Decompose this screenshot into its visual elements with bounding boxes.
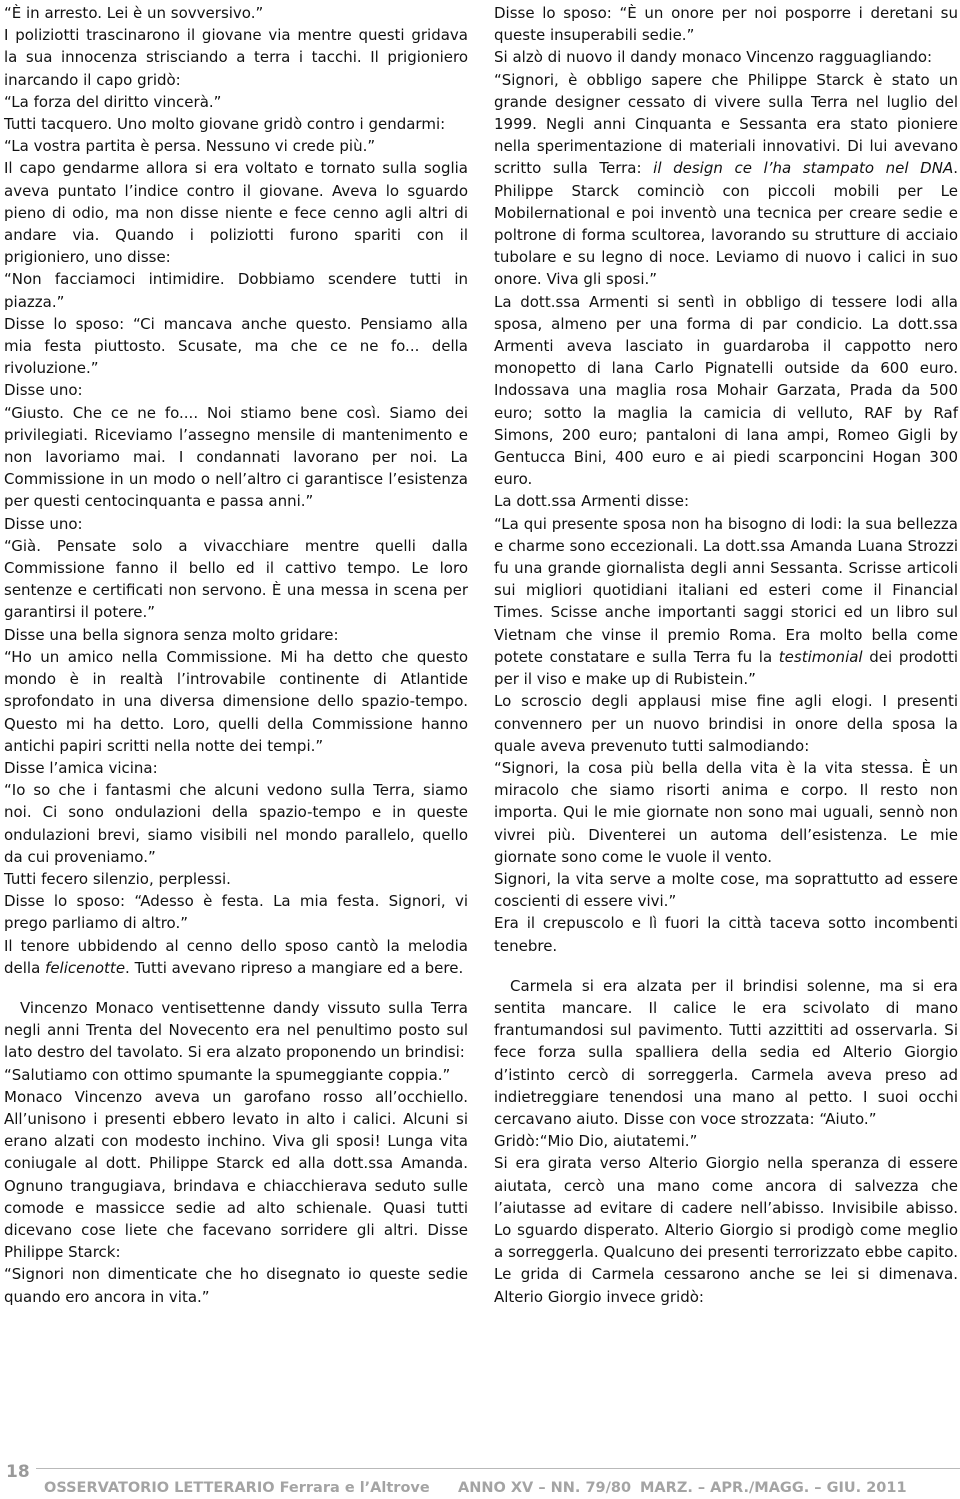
paragraph xyxy=(494,69,958,291)
paragraph: Si era girata verso Alterio Giorgio nella speranza di essere aiutata, cercò una mano come ancora di salvezza che l’aiutasse ad evitare di cadere nell’abisso. Invisibile abisso. Lo sguardo disperato. Alterio Giorgio si prodigò come meglio a sorreggerla. Qualcuno dei presenti terrorizzato ebbe capito. Le grida di Carmela cessarono anche se lei si dimenava. Alterio Giorgio invece gridò: xyxy=(494,1154,958,1306)
paragraph: Disse una bella signora senza molto gridare: xyxy=(4,625,339,644)
paragraph: “Signori non dimenticate che ho disegnato io queste sedie quando ero ancora in vita.” xyxy=(4,1265,468,1306)
paragraph: Disse uno: xyxy=(4,514,83,533)
right-column xyxy=(494,2,958,1308)
paragraph: Gridò:“Mio Dio, aiutatemi.” xyxy=(494,1132,698,1151)
paragraph: Era il crepuscolo e lì fuori la città taceva sotto incombenti tenebre. xyxy=(494,914,958,955)
paragraph: “La vostra partita è persa. Nessuno vi crede più.” xyxy=(4,137,376,156)
paragraph: Disse l’amica vicina: xyxy=(4,758,158,777)
paragraph: “Non facciamoci intimidire. Dobbiamo scendere tutti in piazza.” xyxy=(4,270,468,311)
paragraph: Vincenzo Monaco ventisettenne dandy vissuto sulla Terra negli anni Trenta del Novecento era nel penultimo posto sul lato destro del tavolato. Si era alzato proponendo un brindisi: xyxy=(4,998,468,1062)
paragraph: Disse lo sposo: “Ci mancava anche questo. Pensiamo alla mia festa piuttosto. Scusate, ma che ce ne fo... della rivoluzione.” xyxy=(4,314,468,378)
paragraph-gap xyxy=(494,957,958,975)
text-run: . Philippe Starck cominciò con piccoli mobili per Le Mobilernational e poi inventò una tecnica per creare sedie e poltrone di forma scultorea, lavorando su strutture di acciaio tubolare e su legno di noce. Leviamo di nuovo i calici in suo onore. Viva gli sposi.” xyxy=(494,159,958,289)
paragraph: “Giusto. Che ce ne fo.... Noi stiamo bene così. Siamo dei privilegiati. Riceviamo l’assegno mensile di mantenimento e non lavoriamo mai. I condannati lavorano per noi. La Commissione in un modo o nell’altro ci garantisce l’esistenza per questi centocinquanta e passa anni.” xyxy=(4,403,468,511)
paragraph: “Signori, la cosa più bella della vita è la vita stessa. È un miracolo che siamo risorti anima e corpo. Il resto non importa. Qui le mie giornate non sono mai uguali, sennò non vivrei più. Diventerei un automa dell’esistenza. Le mie giornate sono come le vuole il vento. xyxy=(494,758,958,866)
paragraph: Il capo gendarme allora si era voltato e tornato sulla soglia aveva puntato l’indice contro il giovane. Aveva lo sguardo pieno di odio, ma non disse niente e fece cenno agli altri di andare via. Quando i poliziotti furono spariti con il prigioniero, uno disse: xyxy=(4,159,468,267)
paragraph xyxy=(4,935,468,979)
text-run: Il tenore ubbidendo al cenno dello sposo cantò la melodia della xyxy=(4,936,468,977)
issue-period: MARZ. – APR./MAGG. – GIU. 2011 xyxy=(640,1480,907,1496)
paragraph: I poliziotti trascinarono il giovane via mentre questi gridava la sua innocenza strisciando a terra i tacchi. Il prigioniero inarcando il capo gridò: xyxy=(4,26,468,89)
text-run: dei prodotti per il viso e make up di Rubistein.” xyxy=(494,647,958,689)
paragraph: “È in arresto. Lei è un sovversivo.” xyxy=(4,4,264,22)
text-run: “La qui presente sposa non ha bisogno di lodi: la sua bellezza e charme sono eccezionali. La dott.ssa Amanda Luana Strozzi fu una grande giornalista degli anni Sessanta. Scrisse articoli sui migliori quotidiani italiani ed esteri come il Financial Times. Scisse anche importanti saggi storici ed un libro sul Vietnam che vinse il premio Roma. Era molto bella come potete constatare e sulla Terra fu la xyxy=(494,514,958,666)
italic-text: il design ce l’ha stampato nel DNA xyxy=(653,159,954,178)
paragraph: La dott.ssa Armenti si sentì in obbligo di tessere lodi alla sposa, almeno per una forma di par condicio. La dott.ssa Armenti aveva lasciato in guardaroba il cappotto nero monopetto di lana Carlo Pignatelli outside da 600 euro. Indossava una maglia rosa Mohair Garzata, Prada da 500 euro; sotto la maglia la camicia di velluto, RAF by Raf Simons, 200 euro; pantaloni di lana ampi, Romeo Gigli by Gentucca Bini, 400 euro e ai piedi scarponcini Hogan 300 euro. xyxy=(494,292,958,489)
italic-text: testimonial xyxy=(778,647,863,666)
footer-divider xyxy=(36,1468,960,1469)
left-column xyxy=(4,2,468,1308)
paragraph-gap xyxy=(4,979,468,997)
paragraph: Signori, la vita serve a molte cose, ma soprattutto ad essere coscienti di essere vivi.” xyxy=(494,869,958,911)
paragraph: “La forza del diritto vincerà.” xyxy=(4,92,222,111)
paragraph: Carmela si era alzata per il brindisi solenne, ma si era sentita mancare. Il calice le era scivolato di mano frantumandosi sul pavimento. Tutti azzittiti ad osservarla. Si fece forza sulla spalliera della sedia ed Alterio Giorgio d’istinto cercò di sorreggerla. Carmela aveva preso ad indietreggiare tenendosi una mano al petto. I suoi occhi cercavano aiuto. Disse con voce strozzata: “Aiuto.” xyxy=(494,976,958,1128)
paragraph: Monaco Vincenzo aveva un garofano rosso all’occhiello. All’unisono i presenti ebbero levato in alto i calici. Alcuni si erano alzati con modesto inchino. Viva gli sposi! Lunga vita coniugale al dott. Philippe Starck ed alla dott.ssa Amanda. Ognuno trangugiava, brindava e chiacchierava seduto sulle comode e massicce sedie ad alto schienale. Quasi tutti dicevano cose liete che facevano sorridere gli altri. Disse Philippe Starck: xyxy=(4,1087,468,1262)
page-footer xyxy=(0,1462,960,1498)
text-run: . Tutti avevano ripreso a mangiare ed a bere. xyxy=(125,958,464,977)
paragraph: Disse uno: xyxy=(4,381,83,400)
paragraph: Tutti tacquero. Uno molto giovane gridò contro i gendarmi: xyxy=(4,115,446,134)
paragraph: La dott.ssa Armenti disse: xyxy=(494,492,690,511)
paragraph: Si alzò di nuovo il dandy monaco Vincenzo ragguagliando: xyxy=(494,48,933,67)
issue-number: ANNO XV – NN. 79/80 xyxy=(458,1480,632,1496)
page-number: 18 xyxy=(6,1462,30,1482)
paragraph: Disse lo sposo: “Adesso è festa. La mia festa. Signori, vi prego parliamo di altro.” xyxy=(4,892,468,933)
paragraph xyxy=(494,513,958,691)
paragraph: “Ho un amico nella Commissione. Mi ha detto che questo mondo è in realtà l’introvabile continente di Atlantide sprofondato in una diversa dimensione dello spazio-tempo. Questo mi ha detto. Loro, quelli della Commissione hanno antichi papiri scritti nella notte dei tempi.” xyxy=(4,647,468,755)
paragraph: Lo scroscio degli applausi mise fine agli elogi. I presenti convennero per un nuovo brindisi in onore della sposa la quale aveva prevenuto tutti salmodiando: xyxy=(494,692,958,755)
paragraph: “Io so che i fantasmi che alcuni vedono sulla Terra, siamo noi. Ci sono ondulazioni della spazio-tempo e in queste ondulazioni brevi, siamo visibili nel mondo parallelo, quello da cui proveniamo.” xyxy=(4,781,468,866)
paragraph: Disse lo sposo: “È un onore per noi posporre i deretani su queste insuperabili sedie.” xyxy=(494,4,958,45)
paragraph: Tutti fecero silenzio, perplessi. xyxy=(4,869,231,888)
paragraph: “Salutiamo con ottimo spumante la spumeggiante coppia.” xyxy=(4,1065,451,1084)
paragraph: “Già. Pensate solo a vivacchiare mentre quelli dalla Commissione fanno il bello ed il cattivo tempo. Le loro sentenze e certificati non servono. È una messa in scena per garantirsi il potere.” xyxy=(4,536,468,622)
italic-text: felicenotte xyxy=(45,958,126,977)
magazine-title: OSSERVATORIO LETTERARIO Ferrara e l’Altrove xyxy=(44,1480,430,1496)
text-run: “Signori, è obbligo sapere che Philippe Starck è stato un grande designer cessato di vivere sulla Terra nel luglio del 1999. Negli anni Cinquanta e Sessanta era stato pioniere nella sperimentazione di materiali innovativi. Di lui avevano scritto sulla Terra: xyxy=(494,70,958,178)
